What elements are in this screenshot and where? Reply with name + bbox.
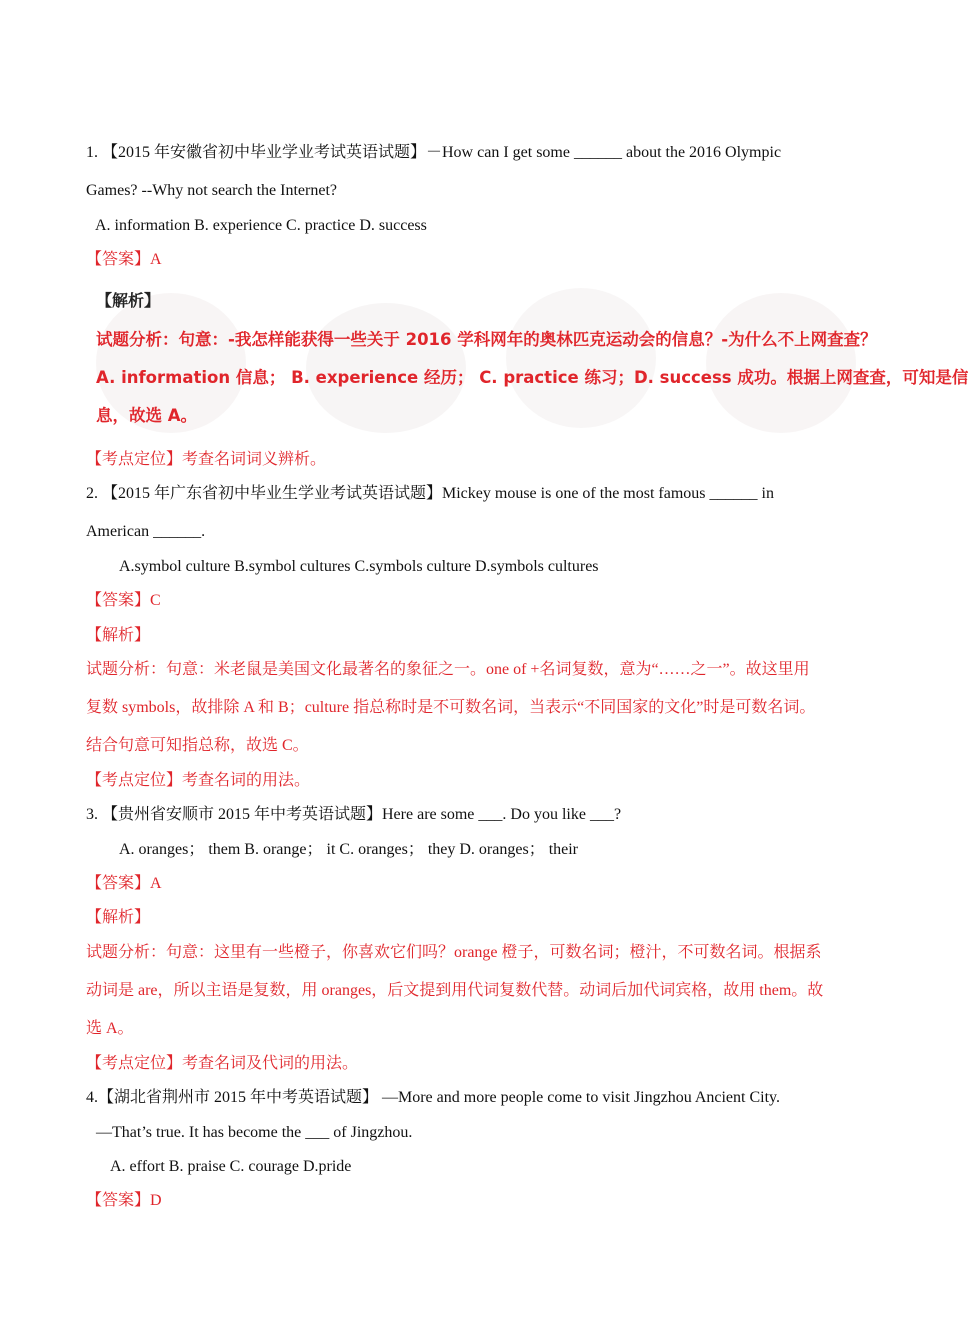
q3-options: A. oranges； them B. orange； it C. oranges； they D. oranges； their [119,841,579,858]
q3-answer: 【答案】A [86,875,162,892]
q4-answer: 【答案】D [86,1192,162,1209]
q1-options: A. information B. experience C. practice D. success [95,217,427,234]
q4-stem-line2: —That’s true. It has become the ___ of Jingzhou. [96,1124,413,1141]
q3-analysis-line1: 试题分析：句意：这里有一些橙子，你喜欢它们吗？orange 橙子，可数名词；橙汁，不可数名词。根据系 [86,944,822,961]
q2-answer: 【答案】C [86,592,161,609]
q2-analysis-line2: 复数 symbols，故排除 A 和 B；culture 指总称时是不可数名词，当表示“不同国家的文化”时是可数名词。 [86,699,816,716]
q2-analysis-line1: 试题分析：句意：米老鼠是美国文化最著名的象征之一。one of +名词复数，意为“……之一”。故这里用 [86,661,810,678]
q2-stem-line1: 2. 【2015 年广东省初中毕业生学业考试英语试题】Mickey mouse is one of the most famous ______ in [86,485,774,502]
watermark-circle [706,293,856,433]
q3-point: 【考点定位】考查名词及代词的用法。 [86,1055,359,1072]
q4-options: A. effort B. praise C. courage D.pride [110,1158,352,1175]
q2-analysis-heading: 【解析】 [86,627,151,644]
q1-analysis-image [86,283,968,433]
q2-analysis-line3: 结合句意可知指总称，故选 C。 [86,737,309,754]
q3-stem: 3. 【贵州省安顺市 2015 年中考英语试题】Here are some ___. Do you like ___? [86,806,622,823]
q2-point: 【考点定位】考查名词的用法。 [86,772,311,789]
watermark-circle [506,288,656,428]
q3-analysis-line2: 动词是 are，所以主语是复数，用 oranges，后文提到用代词复数代替。动词后加代词宾格，故用 them。故 [86,982,824,999]
q2-options: A.symbol culture B.symbol cultures C.symbols culture D.symbols cultures [119,558,599,575]
q1-point: 【考点定位】考查名词词义辨析。 [86,451,327,468]
q3-analysis-heading: 【解析】 [86,909,151,926]
q1-stem-line2: Games? --Why not search the Internet? [86,182,337,199]
q1-analysis-line2: A. information 信息； B. experience 经历； C. practice 练习；D. success 成功。根据上网查查，可知是信 [96,368,968,387]
q1-analysis-heading: 【解析】 [96,291,161,310]
q1-stem-line1: 1. 【2015 年安徽省初中毕业学业考试英语试题】－How can I get some ______ about the 2016 Olympic [86,144,782,161]
q1-analysis-line1: 试题分析：句意：-我怎样能获得一些关于 2016 学科网年的奥林匹克运动会的信息？-为什么不上网查查？ [96,330,877,349]
q1-answer: 【答案】A [86,251,162,268]
q1-analysis-line3: 息，故选 A。 [96,406,198,425]
q4-stem-line1: 4.【湖北省荆州市 2015 年中考英语试题】 —More and more people come to visit Jingzhou Ancient City. [86,1089,781,1106]
q3-analysis-line3: 选 A。 [86,1020,134,1037]
q2-stem-line2: American ______. [86,523,206,540]
